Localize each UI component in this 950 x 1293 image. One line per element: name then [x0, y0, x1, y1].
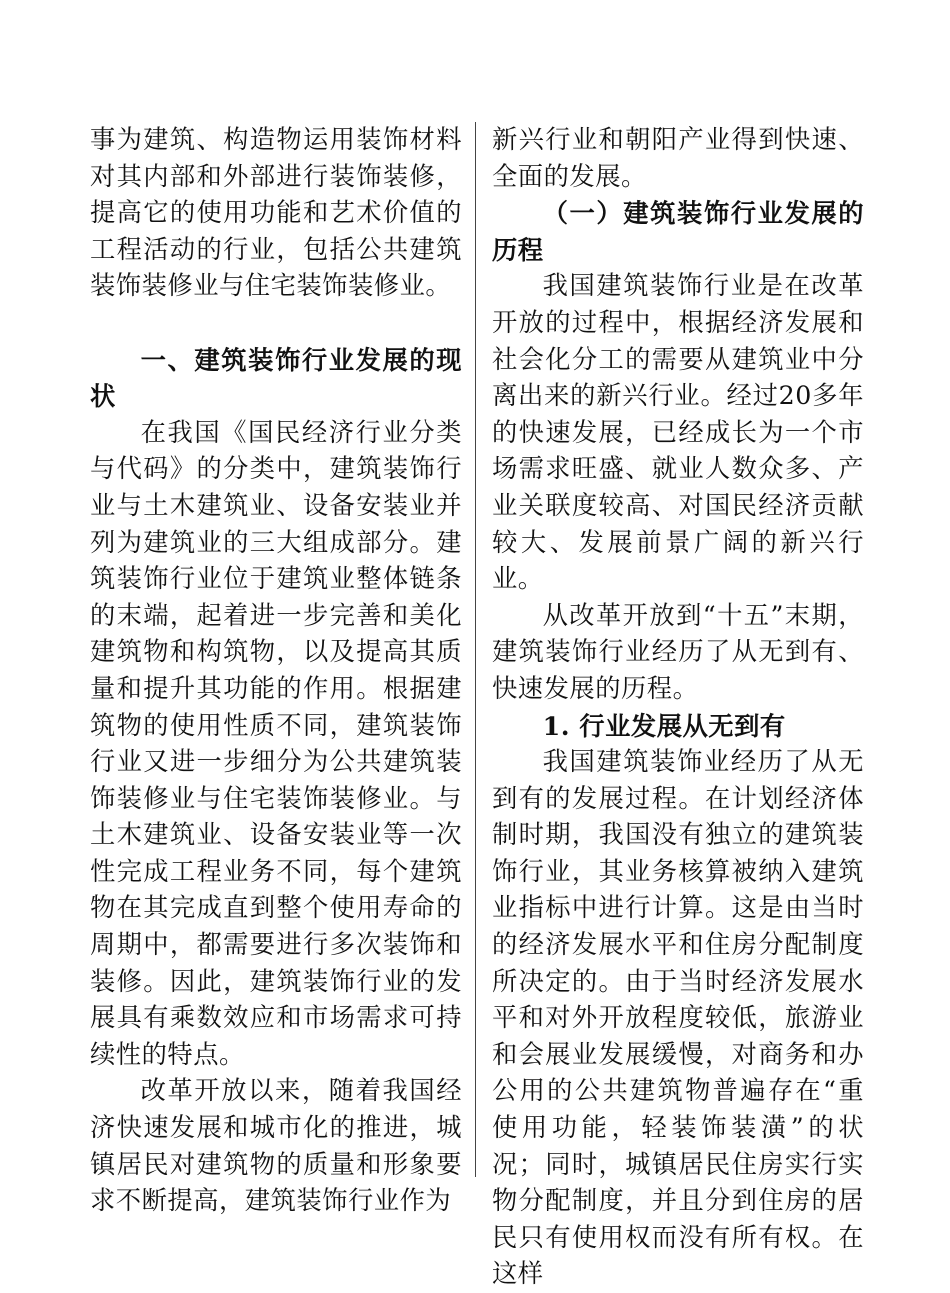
paragraph-industry-classification: 在我国《国民经济行业分类与代码》的分类中，建筑装饰行业与土木建筑业、设备安装业并列为建筑业的三大组成部分。建筑装饰行业位于建筑业整体链条的末端，起着进一步完善和美化建筑物和构筑物，以及提高其质量和提升其功能的作用。根据建筑物的使用性质不同，建筑装饰行业又进一步细分为公共建筑装饰装修业与住宅装饰装修业。与土木建筑业、设备安装业等一次性完成工程业务不同，每个建筑物在其完成直到整个使用寿命的周期中，都需要进行多次装饰和装修。因此，建筑装饰行业的发展具有乘数效应和市场需求可持续性的特点。: [90, 417, 462, 1069]
right-column: [492, 122, 864, 1293]
numbered-heading: 1. 行业发展从无到有: [542, 710, 786, 741]
continued-paragraph: 新兴行业和朝阳产业得到快速、全面的发展。: [492, 125, 864, 191]
paragraph-spacer: [90, 305, 462, 342]
paragraph-planned-economy: 我国建筑装饰业经历了从无到有的发展过程。在计划经济体制时期，我国没有独立的建筑装饰行业，其业务核算被纳入建筑业指标中进行计算。这是由当时的经济发展水平和住房分配制度所决定的。由于当时经济发展水平和对外开放程度较低，旅游业和会展业发展缓慢，对商务和办公用的公共建筑物普遍存在“重使用功能，轻装饰装潢”的状况；同时，城镇居民住房实行实物分配制度，并且分到住房的居民只有使用权而没有所有权。在这样: [492, 747, 864, 1289]
section-heading-1: 一、建筑装饰行业发展的现状: [90, 344, 462, 412]
subsection-heading: （一）建筑装饰行业发展的历程: [492, 198, 864, 265]
column-divider: [475, 122, 476, 1177]
left-column: [90, 122, 462, 1220]
intro-paragraph: 事为建筑、构造物运用装饰材料对其内部和外部进行装饰装修，提高它的使用功能和艺术价值的工程活动的行业，包括公共建筑装饰装修业与住宅装饰装修业。: [90, 125, 462, 301]
paragraph-industry-origin: 我国建筑装饰行业是在改革开放的过程中，根据经济发展和社会化分工的需要从建筑业中分离出来的新兴行业。经过20多年的快速发展，已经成长为一个市场需求旺盛、就业人数众多、产业关联度较高、对国民经济贡献较大、发展前景广阔的新兴行业。: [492, 271, 864, 594]
paragraph-development-history: 从改革开放到“十五”末期，建筑装饰行业经历了从无到有、快速发展的历程。: [492, 600, 864, 703]
paragraph-reform-opening: 改革开放以来，随着我国经济快速发展和城市化的推进，城镇居民对建筑物的质量和形象要求不断提高，建筑装饰行业作为: [90, 1076, 462, 1216]
